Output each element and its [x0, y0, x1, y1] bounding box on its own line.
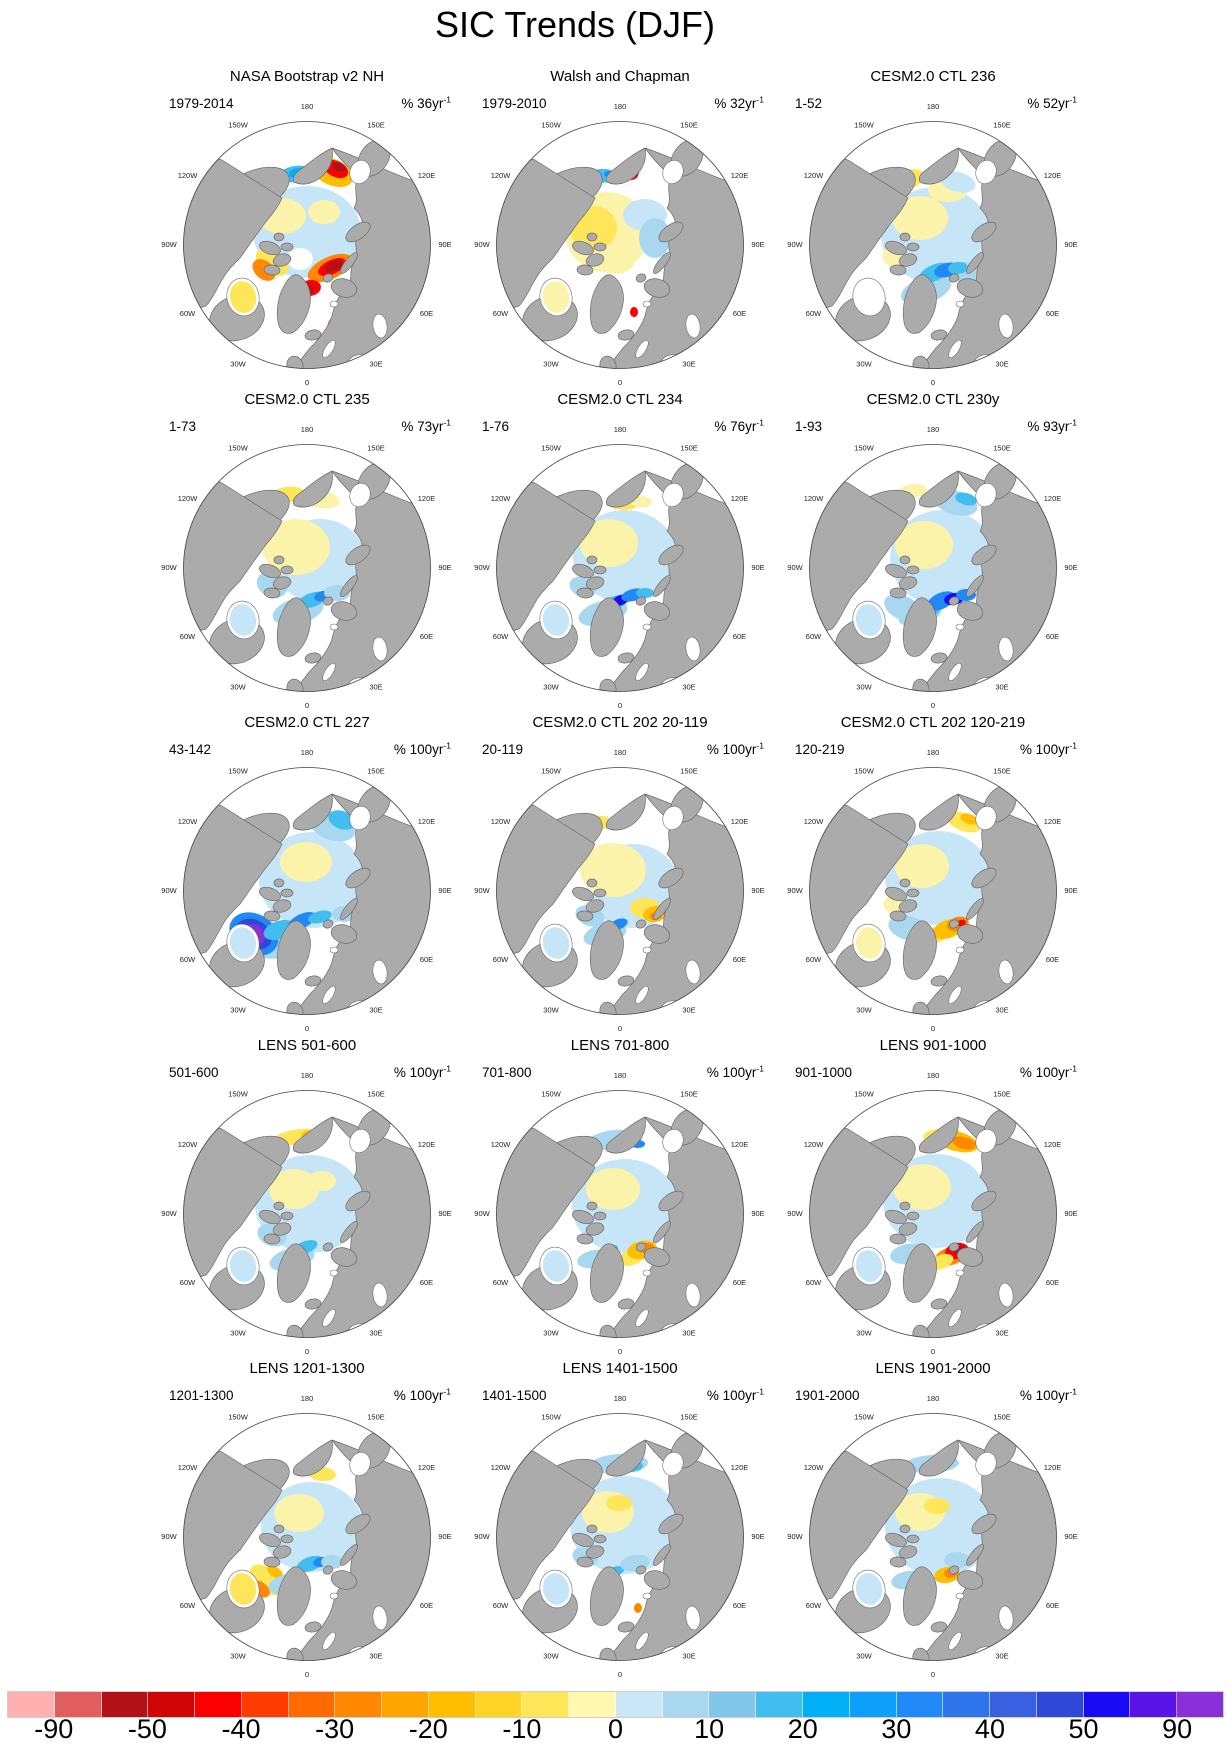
map-panel — [783, 1358, 1083, 1690]
longitude-label: 90E — [438, 1531, 452, 1541]
rate-superscript: -1 — [756, 1063, 764, 1074]
map-panel — [783, 66, 1083, 398]
longitude-label: 150W — [228, 1089, 248, 1099]
polar-map — [783, 741, 1083, 1041]
panel-title: CESM2.0 CTL 202 120-219 — [840, 714, 1026, 731]
longitude-label: 30W — [543, 1005, 559, 1015]
longitude-label: 60E — [1045, 631, 1060, 641]
longitude-label: 120W — [490, 493, 511, 503]
longitude-label: 180 — [926, 101, 940, 111]
longitude-label: 60E — [732, 1600, 747, 1610]
colorbar-tick-label: 10 — [694, 1714, 725, 1744]
sic-trend-blob — [636, 588, 654, 598]
longitude-label: 60E — [419, 1600, 434, 1610]
longitude-label: 0 — [304, 1023, 310, 1033]
longitude-label: 150W — [228, 1412, 248, 1422]
panel-rate-label: % $100yr^{-1}$ — [393, 1063, 451, 1080]
longitude-label: 30W — [856, 359, 872, 369]
longitude-label: 180 — [300, 1070, 314, 1080]
sic-trend-blob — [630, 307, 638, 317]
longitude-label: 90W — [474, 562, 490, 572]
longitude-label: 90E — [1064, 239, 1078, 249]
panel-period-label: 1979-2014 — [169, 96, 234, 111]
panel-rate-label: % $52yr^{-1}$ — [1027, 94, 1077, 111]
longitude-label: 150E — [993, 766, 1011, 776]
map-panel — [157, 712, 457, 1044]
rate-superscript: -1 — [1069, 417, 1077, 428]
panel-rate-label: % $73yr^{-1}$ — [401, 417, 451, 434]
sic-trend-blob — [924, 1498, 950, 1514]
colorbar-tick-label: -90 — [34, 1714, 74, 1744]
longitude-label: 0 — [930, 1669, 936, 1679]
longitude-label: 0 — [304, 377, 310, 387]
longitude-label: 90W — [474, 1208, 490, 1218]
longitude-label: 60E — [1045, 954, 1060, 964]
longitude-label: 30E — [369, 1005, 383, 1015]
longitude-label: 120E — [417, 816, 436, 826]
longitude-label: 150W — [854, 1089, 874, 1099]
longitude-label: 60E — [1045, 1277, 1060, 1287]
polar-map — [157, 741, 457, 1041]
longitude-label: 180 — [613, 1070, 627, 1080]
longitude-label: 30E — [995, 1328, 1009, 1338]
longitude-label: 30E — [682, 359, 696, 369]
colorbar-tick-label: 40 — [974, 1714, 1005, 1744]
longitude-label: 120E — [417, 493, 436, 503]
longitude-label: 180 — [300, 747, 314, 757]
map-panel — [470, 712, 770, 1044]
longitude-label: 60W — [492, 1277, 509, 1287]
panel-rate-label: % $100yr^{-1}$ — [393, 740, 451, 757]
longitude-label: 30W — [856, 1005, 872, 1015]
sic-trend-blob — [280, 842, 332, 882]
panel-rate-label: % $100yr^{-1}$ — [1019, 740, 1077, 757]
rate-superscript: -1 — [756, 417, 764, 428]
longitude-label: 0 — [930, 1346, 936, 1356]
longitude-label: 120W — [490, 1462, 511, 1472]
longitude-label: 0 — [930, 700, 936, 710]
panel-title: LENS 501-600 — [257, 1037, 357, 1054]
longitude-label: 60W — [805, 954, 822, 964]
panel-period-label: 43-142 — [169, 742, 212, 757]
longitude-label: 150E — [367, 120, 385, 130]
longitude-label: 120E — [417, 1462, 436, 1472]
polar-map — [157, 418, 457, 718]
longitude-label: 120E — [730, 1139, 749, 1149]
map-panel — [157, 66, 457, 398]
longitude-label: 180 — [613, 1393, 627, 1403]
longitude-label: 0 — [617, 1346, 623, 1356]
longitude-label: 120E — [730, 816, 749, 826]
rate-superscript: -1 — [756, 740, 764, 751]
longitude-label: 180 — [300, 424, 314, 434]
panel-title: NASA Bootstrap v2 NH — [229, 68, 385, 85]
panel-title: LENS 1901-2000 — [875, 1360, 991, 1377]
map-panel — [470, 1358, 770, 1690]
longitude-label: 150W — [228, 766, 248, 776]
rate-superscript: -1 — [756, 94, 764, 105]
longitude-label: 120W — [177, 1139, 198, 1149]
longitude-label: 180 — [300, 101, 314, 111]
longitude-label: 120W — [490, 1139, 511, 1149]
longitude-label: 60W — [179, 1600, 196, 1610]
panel-title: CESM2.0 CTL 236 — [870, 68, 996, 85]
longitude-label: 60W — [492, 1600, 509, 1610]
rate-superscript: -1 — [1069, 1386, 1077, 1397]
rate-superscript: -1 — [443, 94, 451, 105]
longitude-label: 150E — [367, 1412, 385, 1422]
polar-map — [157, 95, 457, 395]
longitude-label: 60E — [732, 631, 747, 641]
longitude-label: 30E — [995, 1005, 1009, 1015]
longitude-label: 30E — [995, 682, 1009, 692]
longitude-label: 180 — [926, 1070, 940, 1080]
longitude-label: 60W — [492, 631, 509, 641]
polar-map — [470, 1387, 770, 1687]
longitude-label: 30W — [230, 1328, 246, 1338]
longitude-label: 60W — [179, 1277, 196, 1287]
panel-period-label: 20-119 — [482, 742, 524, 757]
longitude-label: 120W — [803, 1462, 824, 1472]
longitude-label: 30W — [543, 359, 559, 369]
longitude-label: 180 — [613, 747, 627, 757]
longitude-label: 180 — [926, 747, 940, 757]
longitude-label: 120E — [1043, 1139, 1062, 1149]
longitude-label: 90W — [161, 1531, 177, 1541]
map-panel — [783, 389, 1083, 721]
longitude-label: 60W — [179, 954, 196, 964]
longitude-label: 30W — [543, 682, 559, 692]
panel-period-label: 1-93 — [795, 419, 823, 434]
longitude-label: 180 — [613, 101, 627, 111]
panel-rate-label: % $32yr^{-1}$ — [714, 94, 764, 111]
longitude-label: 90E — [1064, 885, 1078, 895]
panel-rate-label: % $100yr^{-1}$ — [706, 1063, 764, 1080]
longitude-label: 120W — [490, 170, 511, 180]
colorbar-tick-label: 90 — [1162, 1714, 1193, 1744]
longitude-label: 120W — [803, 1139, 824, 1149]
longitude-label: 0 — [617, 1669, 623, 1679]
colorbar-tick-label: -20 — [408, 1714, 448, 1744]
longitude-label: 30E — [682, 1328, 696, 1338]
panel-rate-label: % $36yr^{-1}$ — [401, 94, 451, 111]
polar-map — [783, 1387, 1083, 1687]
panel-period-label: 1-76 — [482, 419, 510, 434]
longitude-label: 90E — [438, 239, 452, 249]
longitude-label: 120E — [730, 1462, 749, 1472]
rate-superscript: -1 — [1069, 740, 1077, 751]
longitude-label: 90E — [438, 562, 452, 572]
longitude-label: 30E — [682, 1005, 696, 1015]
panel-rate-label: % $100yr^{-1}$ — [706, 740, 764, 757]
panel-title: Walsh and Chapman — [550, 68, 690, 85]
rate-superscript: -1 — [443, 740, 451, 751]
polar-map — [783, 418, 1083, 718]
longitude-label: 90W — [474, 1531, 490, 1541]
polar-map — [470, 741, 770, 1041]
longitude-label: 30W — [856, 682, 872, 692]
sic-trend-blob — [308, 1171, 336, 1191]
longitude-label: 30W — [856, 1328, 872, 1338]
longitude-label: 120W — [803, 493, 824, 503]
panel-period-label: 1-73 — [169, 419, 197, 434]
longitude-label: 120E — [1043, 816, 1062, 826]
longitude-label: 150W — [854, 1412, 874, 1422]
longitude-label: 90W — [474, 239, 490, 249]
panel-rate-label: % $100yr^{-1}$ — [393, 1386, 451, 1403]
longitude-label: 60E — [419, 308, 434, 318]
longitude-label: 150W — [541, 443, 561, 453]
colorbar-tick-label: 0 — [607, 1714, 624, 1744]
longitude-label: 60E — [732, 1277, 747, 1287]
rate-superscript: -1 — [443, 1063, 451, 1074]
longitude-label: 150E — [367, 766, 385, 776]
rate-superscript: -1 — [443, 1386, 451, 1397]
colorbar-tick-label: -50 — [127, 1714, 167, 1744]
panel-title: CESM2.0 CTL 234 — [557, 391, 683, 408]
longitude-label: 90W — [787, 239, 803, 249]
longitude-label: 90E — [438, 1208, 452, 1218]
longitude-label: 120W — [803, 170, 824, 180]
longitude-label: 90W — [161, 885, 177, 895]
longitude-label: 150E — [680, 443, 698, 453]
longitude-label: 30E — [995, 359, 1009, 369]
longitude-label: 0 — [304, 700, 310, 710]
longitude-label: 60W — [492, 308, 509, 318]
longitude-label: 150E — [680, 1412, 698, 1422]
longitude-label: 90E — [751, 1208, 765, 1218]
longitude-label: 150W — [541, 120, 561, 130]
panel-rate-label: % $100yr^{-1}$ — [1019, 1063, 1077, 1080]
panel-title: LENS 1201-1300 — [249, 1360, 365, 1377]
longitude-label: 0 — [930, 1023, 936, 1033]
panel-period-label: 901-1000 — [795, 1065, 853, 1080]
longitude-label: 60W — [179, 308, 196, 318]
panel-rate-label: % $76yr^{-1}$ — [714, 417, 764, 434]
longitude-label: 150W — [541, 1412, 561, 1422]
longitude-label: 120W — [803, 816, 824, 826]
longitude-label: 180 — [300, 1393, 314, 1403]
longitude-label: 60E — [1045, 308, 1060, 318]
longitude-label: 0 — [617, 377, 623, 387]
longitude-label: 90E — [1064, 562, 1078, 572]
polar-map — [470, 1064, 770, 1364]
longitude-label: 60E — [419, 954, 434, 964]
longitude-label: 0 — [930, 377, 936, 387]
longitude-label: 150W — [228, 120, 248, 130]
longitude-label: 150W — [854, 766, 874, 776]
panel-title: LENS 701-800 — [570, 1037, 670, 1054]
longitude-label: 150E — [993, 120, 1011, 130]
longitude-label: 120E — [1043, 170, 1062, 180]
map-panel — [783, 1035, 1083, 1367]
polar-map — [470, 418, 770, 718]
longitude-label: 90W — [787, 1208, 803, 1218]
longitude-label: 90E — [438, 885, 452, 895]
longitude-label: 90E — [751, 1531, 765, 1541]
longitude-label: 180 — [926, 424, 940, 434]
longitude-label: 90W — [787, 885, 803, 895]
longitude-label: 120E — [730, 170, 749, 180]
map-panel — [157, 1358, 457, 1690]
longitude-label: 60E — [419, 1277, 434, 1287]
longitude-label: 60W — [805, 631, 822, 641]
longitude-label: 120E — [730, 493, 749, 503]
longitude-label: 30E — [995, 1651, 1009, 1661]
longitude-label: 150E — [680, 766, 698, 776]
map-panel — [157, 389, 457, 721]
longitude-label: 150W — [541, 766, 561, 776]
map-panel — [470, 66, 770, 398]
longitude-label: 30W — [543, 1651, 559, 1661]
panel-title: CESM2.0 CTL 235 — [244, 391, 370, 408]
longitude-label: 90E — [1064, 1531, 1078, 1541]
map-panel — [157, 1035, 457, 1367]
longitude-label: 90W — [161, 239, 177, 249]
longitude-label: 30W — [856, 1651, 872, 1661]
longitude-label: 90W — [787, 562, 803, 572]
longitude-label: 120W — [177, 170, 198, 180]
panel-rate-label: % $93yr^{-1}$ — [1027, 417, 1077, 434]
longitude-label: 150E — [993, 1412, 1011, 1422]
longitude-label: 60E — [1045, 1600, 1060, 1610]
longitude-label: 0 — [304, 1346, 310, 1356]
panel-title: CESM2.0 CTL 227 — [244, 714, 370, 731]
longitude-label: 120E — [1043, 493, 1062, 503]
longitude-label: 150E — [367, 443, 385, 453]
panel-title: LENS 901-1000 — [879, 1037, 987, 1054]
polar-map — [783, 1064, 1083, 1364]
panel-period-label: 1979-2010 — [482, 96, 547, 111]
longitude-label: 30E — [682, 1651, 696, 1661]
colorbar-tick-label: -30 — [315, 1714, 355, 1744]
colorbar-tick-label: 50 — [1068, 1714, 1099, 1744]
longitude-label: 90W — [161, 1208, 177, 1218]
rate-superscript: -1 — [1069, 1063, 1077, 1074]
panel-title: CESM2.0 CTL 230y — [866, 391, 1000, 408]
longitude-label: 30E — [369, 359, 383, 369]
rate-superscript: -1 — [443, 417, 451, 428]
longitude-label: 60E — [732, 308, 747, 318]
longitude-label: 30W — [230, 1005, 246, 1015]
longitude-label: 0 — [304, 1669, 310, 1679]
sic-trend-blob — [634, 1603, 642, 1613]
panel-title: CESM2.0 CTL 202 20-119 — [532, 714, 708, 731]
longitude-label: 90E — [1064, 1208, 1078, 1218]
colorbar-tick-label: 30 — [881, 1714, 912, 1744]
longitude-label: 150E — [993, 443, 1011, 453]
longitude-label: 30E — [682, 682, 696, 692]
panel-rate-label: % $100yr^{-1}$ — [1019, 1386, 1077, 1403]
sic-trend-blob — [944, 1552, 970, 1568]
longitude-label: 90W — [474, 885, 490, 895]
longitude-label: 120E — [1043, 1462, 1062, 1472]
map-panel — [470, 1035, 770, 1367]
longitude-label: 90E — [751, 885, 765, 895]
panel-period-label: 1401-1500 — [482, 1388, 547, 1403]
longitude-label: 150W — [228, 443, 248, 453]
longitude-label: 60W — [179, 631, 196, 641]
longitude-label: 120W — [490, 816, 511, 826]
longitude-label: 0 — [617, 700, 623, 710]
panel-period-label: 501-600 — [169, 1065, 219, 1080]
longitude-label: 150E — [680, 120, 698, 130]
rate-superscript: -1 — [1069, 94, 1077, 105]
longitude-label: 60W — [805, 308, 822, 318]
rate-superscript: -1 — [756, 1386, 764, 1397]
map-panel — [783, 712, 1083, 1044]
longitude-label: 30E — [369, 682, 383, 692]
longitude-label: 150W — [854, 443, 874, 453]
longitude-label: 60W — [805, 1277, 822, 1287]
panel-period-label: 701-800 — [482, 1065, 532, 1080]
polar-map — [783, 95, 1083, 395]
longitude-label: 90W — [161, 562, 177, 572]
polar-map — [470, 95, 770, 395]
longitude-label: 120E — [417, 170, 436, 180]
colorbar-tick-label: -10 — [502, 1714, 542, 1744]
polar-map — [157, 1387, 457, 1687]
longitude-label: 150W — [541, 1089, 561, 1099]
longitude-label: 90W — [787, 1531, 803, 1541]
longitude-label: 30W — [230, 1651, 246, 1661]
longitude-label: 120W — [177, 493, 198, 503]
map-panel — [470, 389, 770, 721]
panel-period-label: 1901-2000 — [795, 1388, 860, 1403]
longitude-label: 30W — [230, 682, 246, 692]
longitude-label: 150E — [680, 1089, 698, 1099]
panel-period-label: 1-52 — [795, 96, 823, 111]
sic-trend-blob — [308, 200, 340, 224]
longitude-label: 30W — [230, 359, 246, 369]
longitude-label: 60E — [732, 954, 747, 964]
sic-trend-blob — [606, 1495, 632, 1511]
longitude-label: 0 — [617, 1023, 623, 1033]
panel-period-label: 1201-1300 — [169, 1388, 234, 1403]
longitude-label: 180 — [926, 1393, 940, 1403]
longitude-label: 60W — [805, 1600, 822, 1610]
colorbar-tick-label: -40 — [221, 1714, 261, 1744]
longitude-label: 120E — [417, 1139, 436, 1149]
polar-map — [157, 1064, 457, 1364]
longitude-label: 180 — [613, 424, 627, 434]
longitude-label: 150E — [993, 1089, 1011, 1099]
longitude-label: 30E — [369, 1328, 383, 1338]
longitude-label: 60W — [492, 954, 509, 964]
longitude-label: 90E — [751, 562, 765, 572]
panel-rate-label: % $100yr^{-1}$ — [706, 1386, 764, 1403]
longitude-label: 60E — [419, 631, 434, 641]
longitude-label: 120W — [177, 1462, 198, 1472]
longitude-label: 120W — [177, 816, 198, 826]
panel-period-label: 120-219 — [795, 742, 845, 757]
colorbar-tick-label: 20 — [787, 1714, 818, 1744]
panel-title: LENS 1401-1500 — [562, 1360, 678, 1377]
longitude-label: 150E — [367, 1089, 385, 1099]
figure-title: SIC Trends (DJF) — [434, 4, 716, 45]
longitude-label: 30E — [369, 1651, 383, 1661]
longitude-label: 30W — [543, 1328, 559, 1338]
longitude-label: 90E — [751, 239, 765, 249]
longitude-label: 150W — [854, 120, 874, 130]
